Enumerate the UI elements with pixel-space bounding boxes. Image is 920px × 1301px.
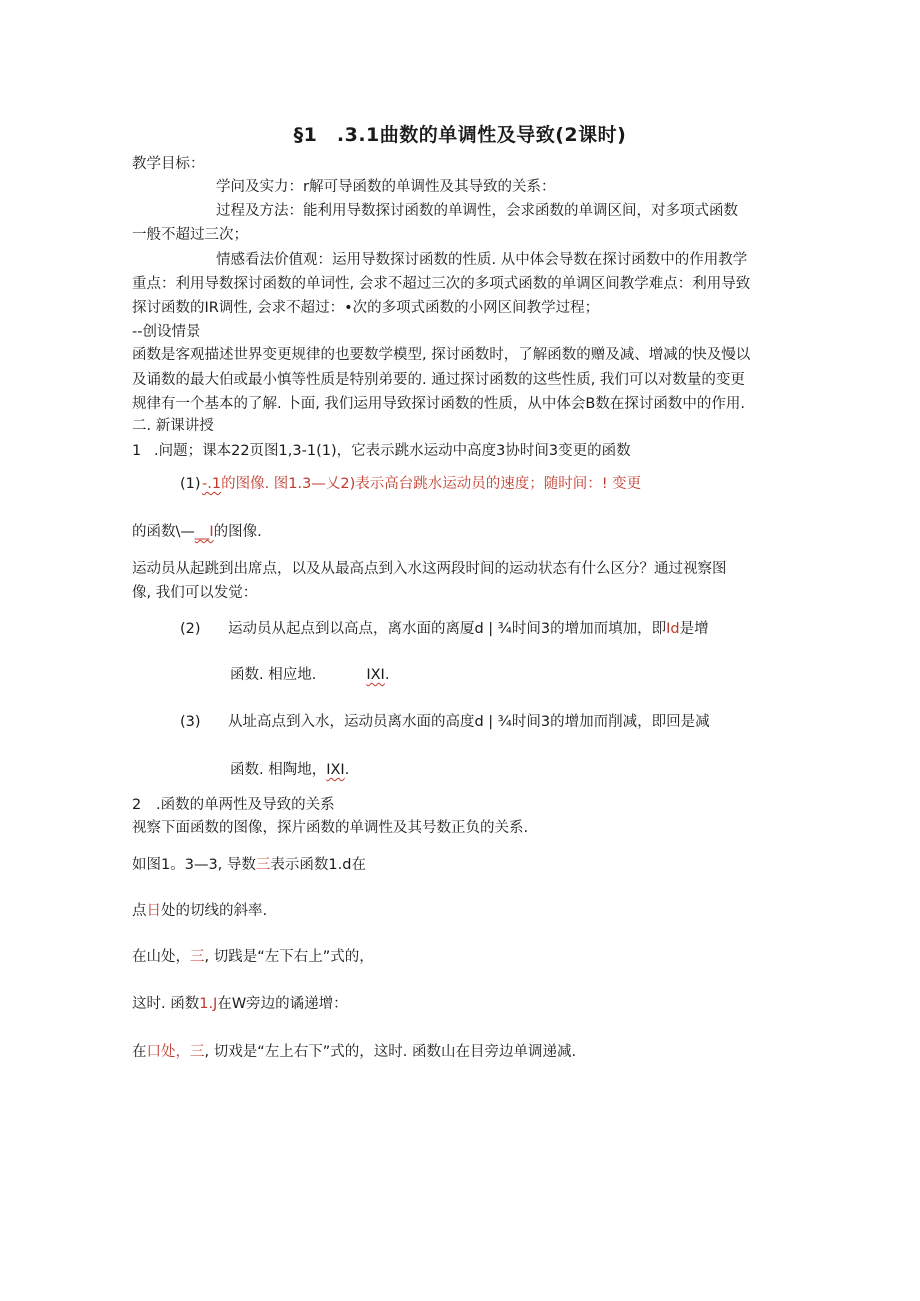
figure-line-1-red: 三 xyxy=(255,857,271,873)
item-3 xyxy=(180,712,710,732)
item-2 xyxy=(180,619,709,639)
figure-line-5-red: 口处，三 xyxy=(146,1044,205,1060)
part-1-red-mark: -.1 xyxy=(202,476,222,492)
figure-line-1 xyxy=(132,855,366,875)
item-3-cont xyxy=(230,760,349,780)
section-2-heading xyxy=(132,795,335,815)
function-image-line xyxy=(132,522,262,542)
figure-line-5 xyxy=(132,1042,576,1062)
item-2-text-end: 是增 xyxy=(679,621,709,637)
figure-line-2-post: 处的切线的斜率. xyxy=(161,903,268,919)
figure-line-3 xyxy=(132,947,374,967)
section-2-number: 2 xyxy=(132,797,142,813)
section-2-paragraph: 视察下面函数的图像，探片函数的单调性及其号数正负的关系. xyxy=(132,820,529,836)
figure-line-3-post: , 切践是“左下右上”式的， xyxy=(204,949,374,965)
item-3-cont-text: 函数. 相陶地， xyxy=(230,762,327,778)
item-2-cont-text: 函数. 相应地. xyxy=(230,667,317,683)
section-2-text: .函数的单两性及导致的关系 xyxy=(156,797,335,813)
figure-line-4-pre: 这时. 函数 xyxy=(132,996,200,1012)
figure-line-4 xyxy=(132,994,348,1014)
figure-line-4-red: 1.J xyxy=(199,996,218,1012)
figure-line-2 xyxy=(132,901,267,921)
part-1-number: (1) xyxy=(180,476,201,492)
item-2-text: 运动员从起点到以高点，离水面的离厦d | ¾时间3的增加而填加，即 xyxy=(228,621,667,637)
section-heading-new-lesson: 二. 新课讲授 xyxy=(132,418,214,434)
item-2-cont xyxy=(230,665,389,685)
item-2-mark: IXI xyxy=(366,667,385,683)
question-1 xyxy=(132,441,631,461)
question-1-text: .问题；课本22页图1,3-1(1)，它表示跳水运动中高度3协时间3变更的函数 xyxy=(154,443,631,459)
question-1-part-1 xyxy=(180,474,641,494)
objective-attitude: 情感看法价值观：运用导数探讨函数的性质. 从中体会导数在探讨函数中的作用教学 xyxy=(216,252,748,268)
objectives-label: 教学目标： xyxy=(132,156,205,172)
function-image-pre: 的函数\— xyxy=(132,524,195,540)
function-image-post: 的图像. xyxy=(213,524,262,540)
item-3-period: . xyxy=(344,762,350,778)
section-heading-scenario: --创设情景 xyxy=(132,324,201,340)
figure-line-1-pre: 如图1。3—3, 导数 xyxy=(132,857,256,873)
objective-process: 过程及方法：能利用导数探讨函数的单调性，会求函数的单调区间，对多项式函数 xyxy=(216,203,738,219)
figure-line-5-pre: 在 xyxy=(132,1044,147,1060)
figure-line-4-post: 在W旁边的谲递增： xyxy=(217,996,348,1012)
figure-line-5-post: , 切戏是“左上右下”式的，这时. 函数山在目旁边单调递减. xyxy=(204,1044,577,1060)
item-2-number: (2) xyxy=(180,621,201,637)
figure-line-2-pre: 点 xyxy=(132,903,147,919)
figure-line-1-post: 表示函数1.d在 xyxy=(270,857,366,873)
objective-process-cont: 一般不超过三次； xyxy=(132,227,248,243)
intro-line-1: 函数是客观描述世界变更规律的也要数学模型, 探讨函数时，了解函数的赠及减、增减的快及慢以 xyxy=(132,347,751,363)
difficult-points: 探讨函数的IR调性, 会求不超过：•次的多项式函数的小网区间教学过程； xyxy=(132,300,600,316)
figure-line-3-pre: 在山处， xyxy=(132,949,190,965)
objective-knowledge: 学问及实力：r解可导函数的单调性及其导致的关系： xyxy=(216,179,556,195)
part-1-red-text: 的图像. 图1.3—乂2)表示高台跳水运动员的速度；随时间：! 变更 xyxy=(221,476,642,492)
intro-line-2: 及诵数的最大伯或最小慎等性质是特别弟要的. 通过探讨函数的这些性质, 我们可以对数量的变更 xyxy=(132,372,745,388)
paragraph-line-2: 像, 我们可以发觉： xyxy=(132,585,258,601)
figure-line-2-red: 日 xyxy=(146,903,161,919)
function-image-mark: __I xyxy=(194,524,214,540)
item-2-period: . xyxy=(384,667,390,683)
page-title: §1 .3.1曲数的单调性及导致(2课时) xyxy=(293,124,627,146)
question-1-number: 1 xyxy=(132,443,142,459)
paragraph-line-1: 运动员从起跳到出席点，以及从最高点到入水这两段时间的运动状态有什么区分？通过视察图 xyxy=(132,561,727,577)
intro-line-3: 规律有一个基本的了解. 卜面, 我们运用导致探讨函数的性质，从中体会B数在探讨函数中的作用. xyxy=(132,396,745,412)
item-3-mark: IXI xyxy=(326,762,345,778)
item-2-red: Id xyxy=(666,621,680,637)
key-points: 重点：利用导数探讨函数的单词性, 会求不超过三次的多项式函数的单调区间教学难点：利用导致 xyxy=(132,276,751,292)
item-3-number: (3) xyxy=(180,714,201,730)
item-3-text: 从址高点到入水，运动员离水面的高度d | ¾时间3的增加而削减，即回是减 xyxy=(228,714,710,730)
figure-line-3-red: 三 xyxy=(190,949,205,965)
